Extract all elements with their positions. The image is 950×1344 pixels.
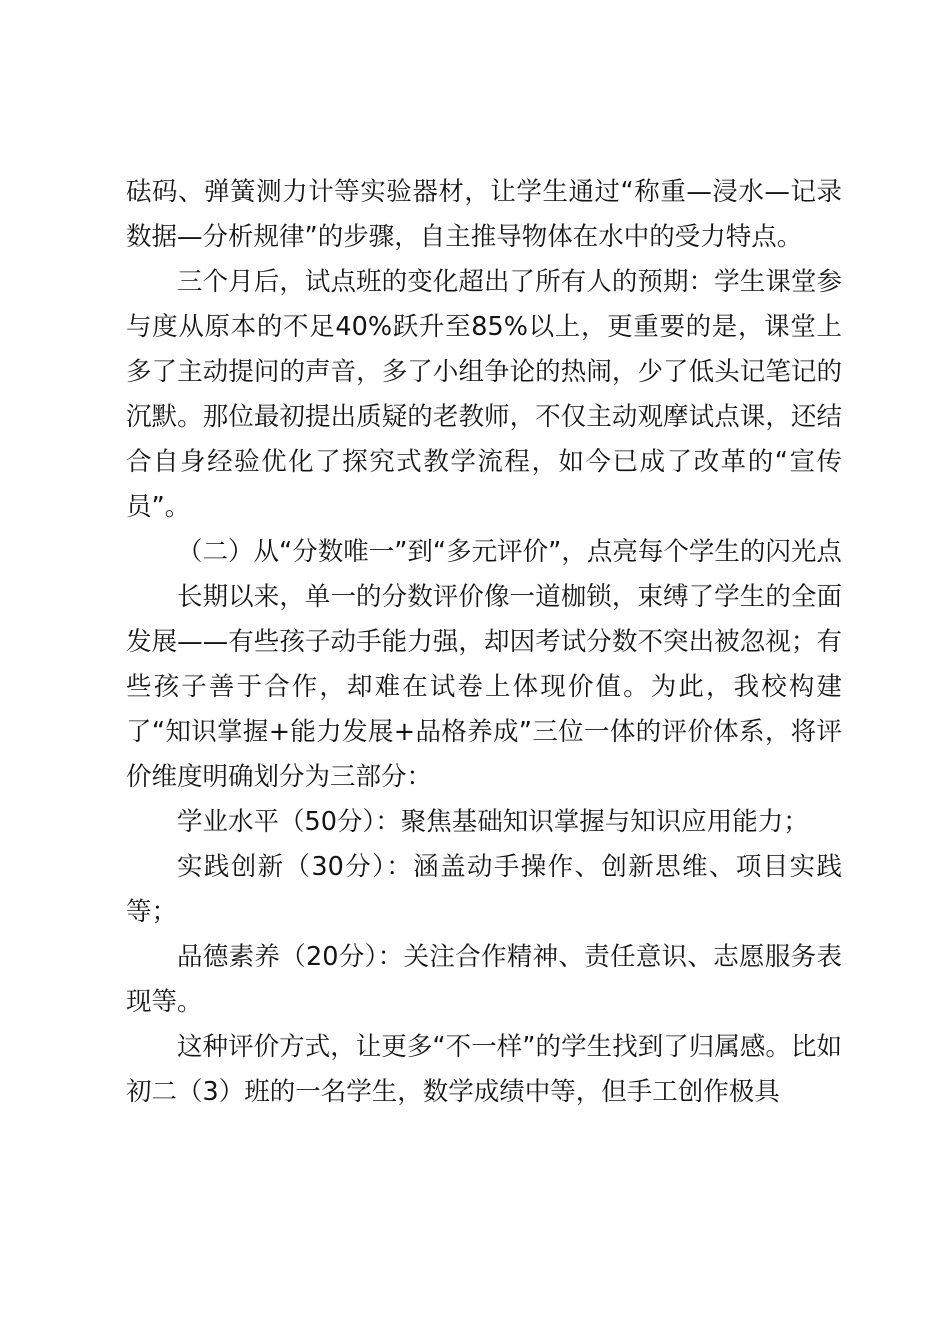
paragraph-evaluation-system: 长期以来，单一的分数评价像一道枷锁，束缚了学生的全面发展——有些孩子动手能力强，却因考试分数不突出被忽视；有些孩子善于合作，却难在试卷上体现价值。为此，我校构建了“知识掌握+能力发展+品格养成”三位一体的评价体系，将评价维度明确划分为三部分：	[126, 582, 842, 792]
paragraph-three-months-later: 三个月后，试点班的变化超出了所有人的预期：学生课堂参与度从原本的不足40%跃升至85%以上，更重要的是，课堂上多了主动提问的声音，多了小组争论的热闹，少了低头记笔记的沉默。那位最初提出质疑的老教师，不仅主动观摩试点课，还结合自身经验优化了探究式教学流程，如今已成了改革的“宣传员”。	[126, 267, 842, 522]
list-item-moral-quality: 品德素养（20分）：关注合作精神、责任意识、志愿服务表现等。	[126, 942, 842, 1017]
section-heading: （二）从“分数唯一”到“多元评价”，点亮每个学生的闪光点	[177, 537, 842, 567]
list-item-academic-level: 学业水平（50分）：聚焦基础知识掌握与知识应用能力；	[177, 807, 809, 837]
document-body	[126, 170, 842, 1115]
paragraph-continuation: 砝码、弹簧测力计等实验器材，让学生通过“称重—浸水—记录数据—分析规律”的步骤，自主推导物体在水中的受力特点。	[126, 177, 842, 252]
list-item-practice-innovation: 实践创新（30分）：涵盖动手操作、创新思维、项目实践等；	[126, 852, 842, 927]
paragraph-belonging: 这种评价方式，让更多“不一样”的学生找到了归属感。比如初二（3）班的一名学生，数学成绩中等，但手工创作极具	[126, 1032, 842, 1107]
